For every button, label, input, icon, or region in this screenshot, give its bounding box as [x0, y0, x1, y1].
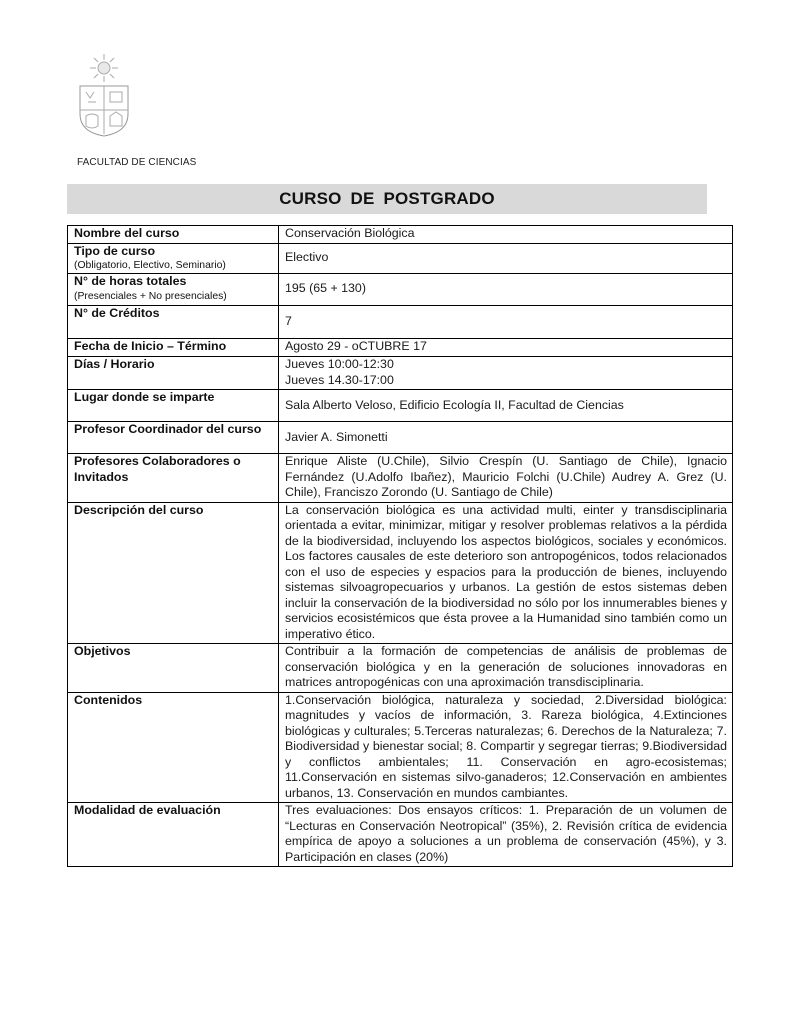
colaboradores-label: Profesores Colaboradores o Invitados [74, 454, 241, 484]
table-row [68, 692, 733, 803]
horas-label: N° de horas totales [74, 274, 187, 288]
table-row [68, 644, 733, 693]
table-row [68, 274, 733, 306]
creditos-text: 7 [285, 314, 292, 328]
table-row [68, 390, 733, 422]
lugar-label: Lugar donde se imparte [74, 390, 215, 404]
coordinador-text: Javier A. Simonetti [285, 430, 388, 444]
table-row [68, 357, 733, 390]
course-table [67, 225, 733, 867]
tipo-value: Electivo [279, 243, 733, 274]
tipo-label: Tipo de curso [74, 243, 156, 258]
row-label [68, 803, 279, 867]
faculty-name: FACULTAD DE CIENCIAS [77, 157, 197, 168]
table-row [68, 454, 733, 503]
lugar-value [279, 390, 733, 422]
objetivos-label: Objetivos [74, 644, 131, 658]
table-row [68, 803, 733, 867]
tipo-sublabel: (Obligatorio, Electivo, Seminario) [74, 260, 226, 271]
row-label [68, 422, 279, 454]
descripcion-label: Descripción del curso [74, 502, 204, 517]
horas-value: 195 (65 + 130) [279, 274, 733, 306]
evaluacion-value: Tres evaluaciones: Dos ensayos críticos: 1. Preparación de un volumen de “Lecturas en Conservación Neotropical” (35%), 2. Revisión crítica de evidencia empírica de apoyo a soluciones a un problema de conservación (45%), y 3. Participación en clases (20%) [279, 803, 733, 867]
fecha-label: Fecha de Inicio – Término [74, 339, 227, 353]
table-row [68, 243, 733, 274]
row-label [68, 454, 279, 503]
university-seal-logo [72, 52, 136, 138]
row-label [68, 502, 279, 644]
row-label [68, 357, 279, 390]
horario-line-2: Jueves 14.30-17:00 [285, 372, 394, 387]
lugar-text: Sala Alberto Veloso, Edificio Ecología II, Facultad de Ciencias [285, 398, 624, 412]
dias-value [279, 357, 733, 390]
contenidos-label: Contenidos [74, 692, 143, 707]
row-label [68, 644, 279, 693]
horario-line-1: Jueves 10:00-12:30 [285, 357, 394, 371]
table-row [68, 502, 733, 644]
table-row [68, 422, 733, 454]
coordinador-value [279, 422, 733, 454]
row-label [68, 226, 279, 244]
row-label [68, 692, 279, 803]
creditos-label: N° de Créditos [74, 306, 160, 320]
row-label [68, 274, 279, 306]
page-title: CURSO DE POSTGRADO [279, 189, 495, 208]
table-row [68, 306, 733, 339]
horas-sublabel: (Presenciales + No presenciales) [74, 290, 227, 302]
nombre-label: Nombre del curso [74, 226, 180, 240]
table-row [68, 226, 733, 244]
row-label [68, 390, 279, 422]
descripcion-value: La conservación biológica es una actividad multi, einter y transdisciplinaria orientada a evitar, minimizar, mitigar y resolver problemas relativos a la pérdida de la biodiversidad, incluyendo los aspectos biológicos, sociales y económicos. Los factores causales de este deterioro son antropogénicos, todos relacionados con el uso de especies y espacios para la producción de bienes, incluyendo sistemas silvoagropecuarios y urbanos. La gestión de estos sistemas deben incluir la conservación de la biodiversidad no sólo por los innumerables bienes y servicios ecosistémicos que ésta provee a la Humanidad sino también como un imperativo ético. [279, 502, 733, 644]
contenidos-value: 1.Conservación biológica, naturaleza y sociedad, 2.Diversidad biológica: magnitudes y vacíos de información, 3. Rareza biológica, 4.Extinciones biológicas y culturales; 5.Terceras naturalezas; 6. Derechos de la Naturaleza; 7. Biodiversidad y bienestar social; 8. Compartir y segregar tierras; 9.Biodiversidad y conflictos ambientales; 11. Conservación en agro-ecosistemas; 11.Conservación en sistemas silvo-ganaderos; 12.Conservación en ambientes urbanos, 13. Conservación en mundos cambiantes. [279, 692, 733, 803]
nombre-value: Conservación Biológica [279, 226, 733, 244]
colaboradores-value: Enrique Aliste (U.Chile), Silvio Crespín (U. Santiago de Chile), Ignacio Fernández (U.Adolfo Ibañez), Mauricio Folchi (U.Chile) Audrey A. Grez (U. Chile), Franciszo Zorondo (U. Santiago de Chile) [279, 454, 733, 503]
coordinador-label: Profesor Coordinador del curso [74, 422, 262, 436]
fecha-value: Agosto 29 - oCTUBRE 17 [279, 339, 733, 357]
row-label [68, 306, 279, 339]
title-banner [67, 184, 707, 214]
table-row [68, 339, 733, 357]
creditos-value [279, 306, 733, 339]
row-label [68, 243, 279, 274]
evaluacion-label: Modalidad de evaluación [74, 803, 221, 817]
dias-label: Días / Horario [74, 357, 155, 371]
row-label [68, 339, 279, 357]
objetivos-value: Contribuir a la formación de competencias de análisis de problemas de conservación biológica y en la generación de soluciones innovadoras en matrices antropogénicas con una aproximación transdisciplinaria. [279, 644, 733, 693]
